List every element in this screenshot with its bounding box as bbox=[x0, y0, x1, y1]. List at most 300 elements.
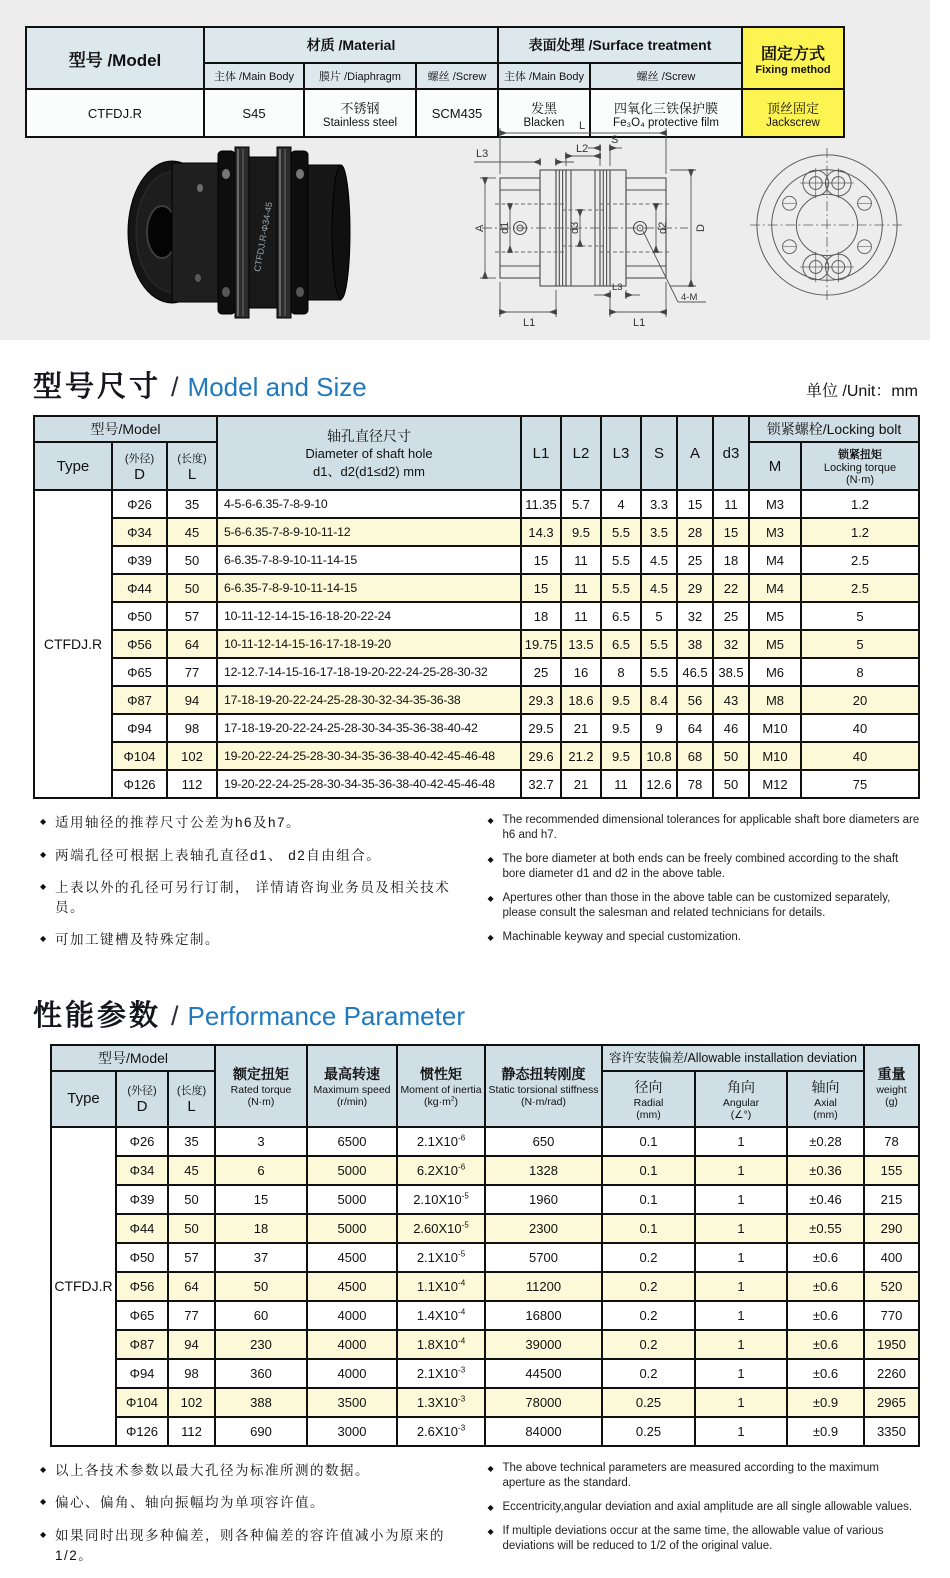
table-cell: 6.5 bbox=[601, 602, 641, 630]
spec-surface-main-cn: 发黑 bbox=[530, 100, 557, 116]
note-item bbox=[40, 813, 473, 833]
table-cell: 230 bbox=[215, 1330, 307, 1359]
bullet-icon: ◆ bbox=[487, 816, 494, 825]
table-cell: 5.5 bbox=[601, 518, 641, 546]
note-item bbox=[488, 1524, 921, 1554]
table-cell: $1.3X10^{-3}$ bbox=[397, 1388, 485, 1417]
table-cell: 39000 bbox=[485, 1330, 602, 1359]
note-text: Eccentricity,angular deviation and axial amplitude are all single allowable values. bbox=[502, 1500, 913, 1513]
table-cell: Φ94 bbox=[112, 714, 167, 742]
table-cell: 1328 bbox=[485, 1156, 602, 1185]
table-cell: Φ26 bbox=[116, 1127, 168, 1156]
table-cell: 9.5 bbox=[601, 742, 641, 770]
spec-fixing-cn: 顶丝固定 bbox=[766, 100, 819, 116]
perf-header-inertia-en: Moment of inertia bbox=[400, 1083, 482, 1096]
top-band bbox=[0, 0, 930, 340]
perf-title-en: Performance Parameter bbox=[187, 1000, 465, 1031]
table-cell: 50 bbox=[713, 742, 749, 770]
note-item bbox=[488, 1461, 921, 1491]
table-cell: 0.1 bbox=[602, 1214, 695, 1243]
table-cell: Φ94 bbox=[116, 1359, 168, 1388]
table-cell: 9 bbox=[641, 714, 677, 742]
perf-header-axial bbox=[787, 1071, 864, 1127]
perf-header-d bbox=[116, 1071, 168, 1127]
spec-header-fixing-en: Fixing method bbox=[755, 63, 831, 76]
table-cell: 1.2 bbox=[801, 490, 919, 518]
note-item bbox=[40, 1461, 473, 1481]
dim-label-L2: L2 bbox=[576, 143, 589, 155]
table-cell: 32 bbox=[677, 602, 713, 630]
spec-surface-screw-cn: 四氧化三铁保护膜 bbox=[613, 100, 718, 116]
perf-header-torque bbox=[215, 1045, 307, 1127]
table-cell: 11 bbox=[601, 770, 641, 798]
table-cell: 1950 bbox=[864, 1330, 919, 1359]
table-cell: 13.5 bbox=[561, 630, 601, 658]
dim-label-d2: d2 bbox=[657, 221, 669, 234]
table-row bbox=[51, 1156, 919, 1185]
table-cell: 520 bbox=[864, 1272, 919, 1301]
table-cell: $2.60X10^{-5}$ bbox=[397, 1214, 485, 1243]
size-header-shaft-en: Diameter of shaft hole bbox=[305, 446, 433, 461]
table-row bbox=[51, 1127, 919, 1156]
table-cell: Φ44 bbox=[112, 574, 167, 602]
table-cell: 5000 bbox=[307, 1214, 397, 1243]
note-item bbox=[40, 846, 473, 866]
table-row bbox=[34, 518, 919, 546]
table-cell: 1 bbox=[695, 1272, 787, 1301]
table-cell: 56 bbox=[677, 686, 713, 714]
table-cell: 45 bbox=[167, 518, 217, 546]
table-cell: Φ126 bbox=[112, 770, 167, 798]
table-cell: 11 bbox=[713, 490, 749, 518]
table-cell: 4000 bbox=[307, 1301, 397, 1330]
table-cell: 77 bbox=[168, 1301, 215, 1330]
perf-header-angular bbox=[695, 1071, 787, 1127]
perf-header-torque-cn: 额定扭矩 bbox=[233, 1065, 289, 1082]
table-cell: $2.1X10^{-5}$ bbox=[397, 1243, 485, 1272]
table-cell: 10.8 bbox=[641, 742, 677, 770]
table-cell: 1 bbox=[695, 1330, 787, 1359]
table-cell: 0.2 bbox=[602, 1330, 695, 1359]
table-cell: 64 bbox=[168, 1272, 215, 1301]
table-cell: 12-12.7-14-15-16-17-18-19-20-22-24-25-28-30-32 bbox=[217, 658, 521, 686]
table-cell: 0.1 bbox=[602, 1185, 695, 1214]
table-cell: 15 bbox=[521, 546, 561, 574]
spec-header-fixing bbox=[742, 27, 844, 89]
table-cell: 25 bbox=[713, 602, 749, 630]
table-cell: 45 bbox=[168, 1156, 215, 1185]
table-cell: 21 bbox=[561, 714, 601, 742]
table-cell: 4 bbox=[601, 490, 641, 518]
table-cell: Φ104 bbox=[116, 1388, 168, 1417]
table-cell: Φ39 bbox=[112, 546, 167, 574]
table-cell: 15 bbox=[215, 1185, 307, 1214]
perf-header-weight-en: weight bbox=[876, 1083, 907, 1096]
table-row bbox=[34, 742, 919, 770]
table-cell: 3500 bbox=[307, 1388, 397, 1417]
table-cell: Φ56 bbox=[116, 1272, 168, 1301]
size-header-torque bbox=[801, 442, 919, 490]
size-title-divider: / bbox=[171, 372, 179, 402]
table-row bbox=[51, 1185, 919, 1214]
table-cell: Φ56 bbox=[112, 630, 167, 658]
bullet-icon: ◆ bbox=[487, 854, 494, 864]
bullet-icon: ◆ bbox=[487, 1526, 494, 1536]
table-cell: 22 bbox=[713, 574, 749, 602]
table-cell: 5 bbox=[641, 602, 677, 630]
table-row bbox=[34, 602, 919, 630]
table-cell: 4000 bbox=[307, 1359, 397, 1388]
perf-header-l bbox=[168, 1071, 215, 1127]
table-row bbox=[34, 630, 919, 658]
photo-marking-label: CTFDJ.R-Φ34-45 bbox=[252, 201, 275, 273]
table-cell: 98 bbox=[168, 1359, 215, 1388]
table-cell: 6 bbox=[215, 1156, 307, 1185]
table-cell: 68 bbox=[677, 742, 713, 770]
bullet-icon: ◆ bbox=[487, 893, 494, 903]
spec-fixing-en: Jackscrew bbox=[766, 116, 820, 129]
perf-header-weight-cn: 重量 bbox=[877, 1065, 906, 1082]
spec-header-fixing-cn: 固定方式 bbox=[760, 45, 825, 63]
table-cell: 94 bbox=[167, 686, 217, 714]
table-cell: 290 bbox=[864, 1214, 919, 1243]
table-cell: 50 bbox=[168, 1185, 215, 1214]
table-cell: ±0.9 bbox=[787, 1388, 864, 1417]
performance-table bbox=[50, 1044, 920, 1447]
size-header-type: Type bbox=[34, 442, 112, 490]
table-cell: 360 bbox=[215, 1359, 307, 1388]
perf-header-deviation-label: 容许安装偏差/Allowable installation deviation bbox=[608, 1051, 858, 1066]
table-cell: 102 bbox=[167, 742, 217, 770]
table-cell: 57 bbox=[168, 1243, 215, 1272]
table-cell: 98 bbox=[167, 714, 217, 742]
perf-header-angular-cn: 角向 bbox=[727, 1078, 755, 1095]
table-cell: $1.8X10^{-4}$ bbox=[397, 1330, 485, 1359]
table-cell: 35 bbox=[167, 490, 217, 518]
size-title-en: Model and Size bbox=[187, 372, 367, 402]
perf-header-torque-en: Rated torque bbox=[230, 1083, 292, 1096]
table-cell: Φ26 bbox=[112, 490, 167, 518]
table-cell: Φ87 bbox=[112, 686, 167, 714]
size-notes-cn bbox=[40, 813, 473, 963]
note-item bbox=[40, 878, 473, 917]
table-cell: 16800 bbox=[485, 1301, 602, 1330]
table-cell: 50 bbox=[167, 574, 217, 602]
perf-title-cn: 性能参数 bbox=[33, 999, 162, 1032]
perf-header-d-cn: (外径) bbox=[127, 1085, 157, 1098]
perf-header-speed bbox=[307, 1045, 397, 1127]
table-cell: 0.1 bbox=[602, 1156, 695, 1185]
table-row bbox=[51, 1301, 919, 1330]
table-cell: $2.6X10^{-3}$ bbox=[397, 1417, 485, 1446]
table-cell: 5 bbox=[801, 602, 919, 630]
perf-header-speed-en: Maximum speed bbox=[313, 1083, 391, 1096]
unit-note: 单位 /Unit：mm bbox=[805, 383, 918, 400]
note-text: 偏心、偏角、轴向振幅均为单项容许值。 bbox=[55, 1495, 325, 1511]
table-cell: 29.6 bbox=[521, 742, 561, 770]
perf-section-heading bbox=[33, 993, 918, 1034]
table-cell: 18.6 bbox=[561, 686, 601, 714]
spec-header-surface-screw: 螺丝 /Screw bbox=[590, 63, 742, 89]
note-text: 以上各技术参数以最大孔径为标准所测的数据。 bbox=[55, 1462, 370, 1478]
perf-header-torque-unit: (N·m) bbox=[247, 1095, 275, 1108]
table-cell: 29 bbox=[677, 574, 713, 602]
table-cell: M10 bbox=[749, 714, 801, 742]
note-item bbox=[40, 930, 473, 950]
spec-fixing-value bbox=[742, 89, 844, 137]
table-cell: 15 bbox=[677, 490, 713, 518]
table-cell: 4.5 bbox=[641, 574, 677, 602]
table-cell: 3350 bbox=[864, 1417, 919, 1446]
table-cell: 15 bbox=[713, 518, 749, 546]
table-cell: 400 bbox=[864, 1243, 919, 1272]
table-cell: 8 bbox=[601, 658, 641, 686]
table-cell: 4500 bbox=[307, 1243, 397, 1272]
size-header-d-cn: (外径) bbox=[124, 452, 155, 465]
perf-header-radial-en: Radial bbox=[633, 1096, 664, 1109]
table-cell: 19.75 bbox=[521, 630, 561, 658]
table-cell: 77 bbox=[167, 658, 217, 686]
table-cell: 9.5 bbox=[561, 518, 601, 546]
note-text: 适用轴径的推荐尺寸公差为h6及h7。 bbox=[55, 815, 302, 830]
table-cell: $1.4X10^{-4}$ bbox=[397, 1301, 485, 1330]
table-cell: 15 bbox=[521, 574, 561, 602]
table-cell: ±0.55 bbox=[787, 1214, 864, 1243]
table-cell: 38.5 bbox=[713, 658, 749, 686]
table-cell: ±0.9 bbox=[787, 1417, 864, 1446]
table-cell: 0.2 bbox=[602, 1359, 695, 1388]
table-cell: 21.2 bbox=[561, 742, 601, 770]
table-cell: 6500 bbox=[307, 1127, 397, 1156]
table-cell: 1 bbox=[695, 1185, 787, 1214]
table-cell: Φ65 bbox=[116, 1301, 168, 1330]
table-cell: 6-6.35-7-8-9-10-11-14-15 bbox=[217, 574, 521, 602]
note-item bbox=[488, 1500, 921, 1515]
perf-title-divider: / bbox=[171, 1000, 179, 1031]
dim-label-d1: d1 bbox=[499, 221, 511, 234]
table-cell: $2.1X10^{-6}$ bbox=[397, 1127, 485, 1156]
table-cell: 9.5 bbox=[601, 686, 641, 714]
table-cell: 4500 bbox=[307, 1272, 397, 1301]
table-cell: Φ44 bbox=[116, 1214, 168, 1243]
table-cell: 18 bbox=[521, 602, 561, 630]
table-cell: 28 bbox=[677, 518, 713, 546]
table-cell: 0.2 bbox=[602, 1272, 695, 1301]
table-cell: Φ126 bbox=[116, 1417, 168, 1446]
table-cell: 2300 bbox=[485, 1214, 602, 1243]
table-row bbox=[51, 1214, 919, 1243]
table-cell: $1.1X10^{-4}$ bbox=[397, 1272, 485, 1301]
table-cell: 60 bbox=[215, 1301, 307, 1330]
table-cell: 94 bbox=[168, 1330, 215, 1359]
spec-header-material-diaphragm: 膜片 /Diaphragm bbox=[304, 63, 416, 89]
size-header-l2: L2 bbox=[561, 416, 601, 490]
size-header-l-sym: L bbox=[187, 465, 197, 483]
table-cell: 14.3 bbox=[521, 518, 561, 546]
table-cell: Φ87 bbox=[116, 1330, 168, 1359]
table-cell: 78000 bbox=[485, 1388, 602, 1417]
table-cell: ±0.6 bbox=[787, 1272, 864, 1301]
table-cell: 5-6-6.35-7-8-9-10-11-12 bbox=[217, 518, 521, 546]
side-view-drawing bbox=[462, 116, 742, 338]
front-view-drawing bbox=[748, 146, 906, 304]
table-cell: 11 bbox=[561, 574, 601, 602]
table-cell: 5000 bbox=[307, 1185, 397, 1214]
perf-header-inertia bbox=[397, 1045, 485, 1127]
size-header-d-sym: D bbox=[134, 465, 145, 483]
dim-label-A: A bbox=[474, 224, 486, 232]
table-cell: $6.2X10^{-6}$ bbox=[397, 1156, 485, 1185]
note-text: 可加工键槽及特殊定制。 bbox=[55, 932, 220, 948]
table-cell: Φ39 bbox=[116, 1185, 168, 1214]
perf-header-d-sym: D bbox=[136, 1098, 148, 1116]
size-header-shaft-hole bbox=[217, 416, 521, 490]
table-cell: 11 bbox=[561, 546, 601, 574]
size-title-cn: 型号尺寸 bbox=[33, 371, 162, 403]
spec-surface-main-en: Blacken bbox=[523, 116, 565, 129]
table-cell: Φ34 bbox=[116, 1156, 168, 1185]
table-cell: 2965 bbox=[864, 1388, 919, 1417]
perf-header-speed-cn: 最高转速 bbox=[324, 1065, 380, 1082]
table-cell: $2.10X10^{-5}$ bbox=[397, 1185, 485, 1214]
table-row bbox=[51, 1417, 919, 1446]
table-cell: 388 bbox=[215, 1388, 307, 1417]
note-item bbox=[488, 852, 921, 882]
table-cell: 50 bbox=[167, 546, 217, 574]
spec-header-material-screw: 螺丝 /Screw bbox=[416, 63, 498, 89]
note-text: 如果同时出现多种偏差，则各种偏差的容许值减小为原来的1/2。 bbox=[55, 1527, 445, 1563]
dim-label-4M: 4-M bbox=[681, 292, 698, 303]
table-cell: 38 bbox=[677, 630, 713, 658]
size-header-d bbox=[112, 442, 167, 490]
table-cell: M8 bbox=[749, 686, 801, 714]
table-cell: ±0.6 bbox=[787, 1301, 864, 1330]
size-notes-en bbox=[488, 813, 921, 963]
table-cell: M10 bbox=[749, 742, 801, 770]
note-text: The above technical parameters are measured according to the maximum aperture as the standard. bbox=[502, 1461, 879, 1489]
table-cell: 770 bbox=[864, 1301, 919, 1330]
table-cell: 6-6.35-7-8-9-10-11-14-15 bbox=[217, 546, 521, 574]
table-cell: 3.5 bbox=[641, 518, 677, 546]
table-row bbox=[34, 686, 919, 714]
table-cell: 215 bbox=[864, 1185, 919, 1214]
table-cell: 1 bbox=[695, 1417, 787, 1446]
table-cell: 16 bbox=[561, 658, 601, 686]
table-cell: 5.5 bbox=[601, 546, 641, 574]
note-text: Apertures other than those in the above table can be customized separately, please consult the salesman and related technicians for details. bbox=[502, 891, 891, 919]
table-cell: 4-5-6-6.35-7-8-9-10 bbox=[217, 490, 521, 518]
dim-label-L3-top: L3 bbox=[476, 148, 489, 160]
dim-label-L: L bbox=[579, 120, 586, 132]
table-cell: 102 bbox=[168, 1388, 215, 1417]
note-item bbox=[488, 891, 921, 921]
table-cell: 84000 bbox=[485, 1417, 602, 1446]
table-cell: M5 bbox=[749, 602, 801, 630]
note-text: Machinable keyway and special customization. bbox=[502, 930, 741, 943]
size-table bbox=[33, 415, 920, 799]
table-cell: 1.2 bbox=[801, 518, 919, 546]
table-cell: 0.2 bbox=[602, 1243, 695, 1272]
table-cell: M6 bbox=[749, 658, 801, 686]
dim-label-S: S bbox=[611, 134, 619, 146]
spec-header-surface: 表面处理 /Surface treatment bbox=[498, 27, 742, 63]
perf-notes-cn bbox=[40, 1461, 473, 1578]
table-cell: 78 bbox=[864, 1127, 919, 1156]
table-cell: 1 bbox=[695, 1156, 787, 1185]
table-cell: 9.5 bbox=[601, 714, 641, 742]
table-cell: 20 bbox=[801, 686, 919, 714]
table-cell: 2260 bbox=[864, 1359, 919, 1388]
table-cell: 10-11-12-14-15-16-17-18-19-20 bbox=[217, 630, 521, 658]
table-cell: 19-20-22-24-25-28-30-34-35-36-38-40-42-45-46-48 bbox=[217, 742, 521, 770]
table-cell: 112 bbox=[167, 770, 217, 798]
perf-notes-en bbox=[488, 1461, 921, 1578]
bullet-icon: ◆ bbox=[40, 1464, 48, 1474]
perf-header-l-sym: L bbox=[187, 1098, 196, 1116]
table-cell: 690 bbox=[215, 1417, 307, 1446]
table-row bbox=[51, 1243, 919, 1272]
table-cell: 5000 bbox=[307, 1156, 397, 1185]
table-cell: M12 bbox=[749, 770, 801, 798]
note-text: 两端孔径可根据上表轴孔直径d1、 d2自由组合。 bbox=[55, 847, 382, 863]
note-text: The recommended dimensional tolerances for applicable shaft bore diameters are h6 and h7. bbox=[502, 814, 920, 841]
perf-header-angular-en: Angular bbox=[722, 1096, 760, 1109]
size-header-torque-cn: 锁紧扭矩 bbox=[838, 449, 882, 461]
table-cell: 17-18-19-20-22-24-25-28-30-32-34-35-36-38 bbox=[217, 686, 521, 714]
table-row bbox=[51, 1272, 919, 1301]
table-row bbox=[51, 1330, 919, 1359]
perf-header-l-cn: (长度) bbox=[176, 1085, 207, 1098]
bullet-icon: ◆ bbox=[40, 849, 48, 859]
note-text: 上表以外的孔径可另行订制， 详情请咨询业务员及相关技术员。 bbox=[55, 880, 451, 915]
perf-header-weight bbox=[864, 1045, 919, 1127]
table-cell: M5 bbox=[749, 630, 801, 658]
table-cell: 29.3 bbox=[521, 686, 561, 714]
table-cell: 43 bbox=[713, 686, 749, 714]
dim-label-D: D bbox=[695, 224, 707, 232]
size-section-heading bbox=[33, 364, 918, 405]
table-cell: 112 bbox=[168, 1417, 215, 1446]
table-row bbox=[34, 658, 919, 686]
perf-header-weight-unit: (g) bbox=[885, 1095, 898, 1108]
table-cell: 46.5 bbox=[677, 658, 713, 686]
table-cell: 0.25 bbox=[602, 1388, 695, 1417]
table-cell: 50 bbox=[168, 1214, 215, 1243]
table-cell: 40 bbox=[801, 714, 919, 742]
table-cell: Φ34 bbox=[112, 518, 167, 546]
note-text: The bore diameter at both ends can be freely combined according to the shaft bore diameter d1 and d2 in the above table. bbox=[502, 852, 899, 880]
table-cell: 0.2 bbox=[602, 1301, 695, 1330]
perf-header-type: Type bbox=[51, 1071, 116, 1127]
table-cell: 18 bbox=[215, 1214, 307, 1243]
bullet-icon: ◆ bbox=[40, 882, 48, 892]
table-cell: 18 bbox=[713, 546, 749, 574]
spec-material-main-value: S45 bbox=[204, 89, 304, 137]
table-cell: 50 bbox=[713, 770, 749, 798]
perf-header-angular-unit: (∠°) bbox=[730, 1108, 752, 1121]
size-header-l1: L1 bbox=[521, 416, 561, 490]
perf-header-radial-cn: 径向 bbox=[634, 1078, 663, 1095]
table-cell: 5700 bbox=[485, 1243, 602, 1272]
table-cell: Φ50 bbox=[116, 1243, 168, 1272]
note-text: If multiple deviations occur at the same time, the allowable value of various deviations will be reduced to 1/2 of the original value. bbox=[502, 1524, 884, 1552]
spec-header-surface-main: 主体 /Main Body bbox=[498, 63, 590, 89]
table-cell: 8 bbox=[801, 658, 919, 686]
table-cell: M3 bbox=[749, 490, 801, 518]
table-cell: 1 bbox=[695, 1127, 787, 1156]
table-cell: 0.25 bbox=[602, 1417, 695, 1446]
table-row bbox=[34, 574, 919, 602]
